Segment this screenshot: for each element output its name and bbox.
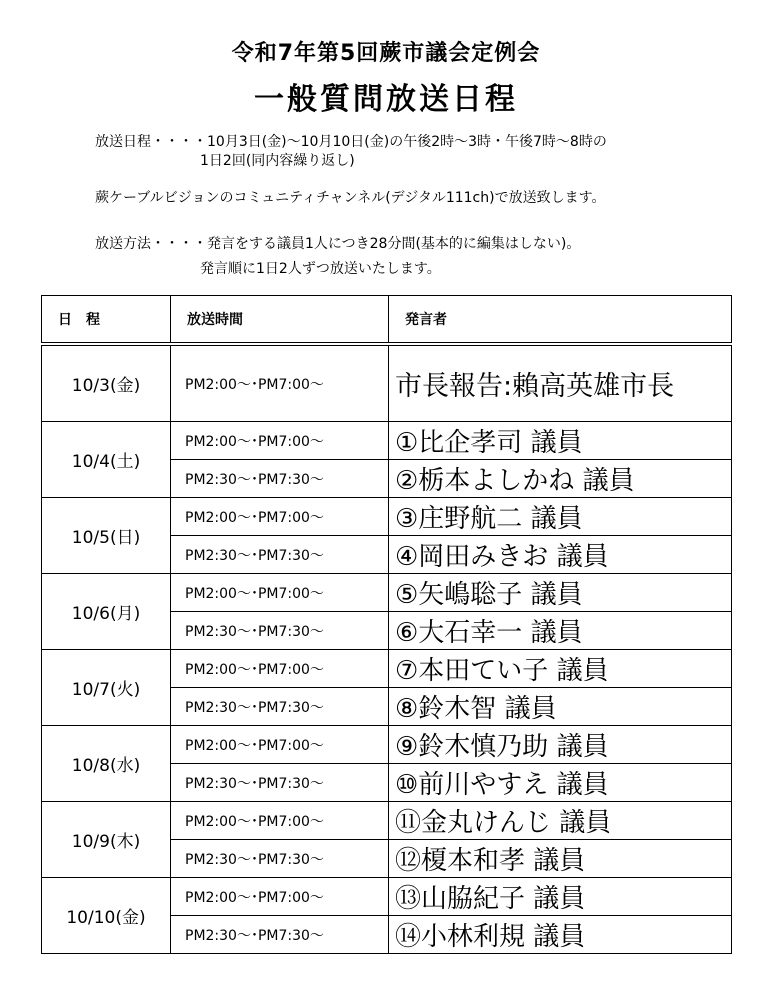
note-broadcast-frequency: 1日2回(同内容繰り返し) — [200, 153, 355, 169]
speaker-cell: ②栃本よしかね 議員 — [389, 460, 732, 498]
title-schedule: 一般質問放送日程 — [254, 82, 518, 117]
time-cell: PM2:30～･PM7:30～ — [171, 612, 389, 650]
speaker-cell: ⑧鈴木智 議員 — [389, 688, 732, 726]
time-cell: PM2:00～･PM7:00～ — [171, 802, 389, 840]
time-cell: PM2:30～･PM7:30～ — [171, 764, 389, 802]
time-cell: PM2:30～･PM7:30～ — [171, 916, 389, 954]
date-cell: 10/9(木) — [42, 802, 171, 878]
note-channel: 蕨ケーブルビジョンのコミュニティチャンネル(デジタル111ch)で放送致します。 — [95, 190, 606, 206]
note-broadcast-order: 発言順に1日2人ずつ放送いたします。 — [200, 261, 441, 277]
table-row — [42, 726, 732, 764]
table-row — [42, 498, 732, 536]
date-cell: 10/8(水) — [42, 726, 171, 802]
time-cell: PM2:30～･PM7:30～ — [171, 460, 389, 498]
note-broadcast-schedule: 放送日程・・・・10月3日(金)～10月10日(金)の午後2時～3時・午後7時～8時の — [95, 134, 607, 150]
table-row — [42, 878, 732, 916]
speaker-cell: ⑬山脇紀子 議員 — [389, 878, 732, 916]
title-session: 令和7年第5回蕨市議会定例会 — [231, 41, 541, 66]
speaker-cell: ⑦本田てい子 議員 — [389, 650, 732, 688]
header-time: 放送時間 — [171, 296, 389, 343]
header-date: 日 程 — [42, 296, 171, 343]
note-broadcast-method: 放送方法・・・・発言をする議員1人につき28分間(基本的に編集はしない)。 — [95, 236, 581, 252]
table-header-row — [42, 296, 732, 343]
table-row — [42, 346, 732, 422]
speaker-cell: ⑫榎本和孝 議員 — [389, 840, 732, 878]
time-cell: PM2:00～･PM7:00～ — [171, 650, 389, 688]
time-cell: PM2:00～･PM7:00～ — [171, 726, 389, 764]
speaker-cell: ④岡田みきお 議員 — [389, 536, 732, 574]
time-cell: PM2:30～･PM7:30～ — [171, 688, 389, 726]
speaker-cell: ⑩前川やすえ 議員 — [389, 764, 732, 802]
speaker-cell: ⑪金丸けんじ 議員 — [389, 802, 732, 840]
date-cell: 10/10(金) — [42, 878, 171, 954]
speaker-cell: ①比企孝司 議員 — [389, 422, 732, 460]
table-row — [42, 650, 732, 688]
speaker-cell: ③庄野航二 議員 — [389, 498, 732, 536]
speaker-cell: ⑤矢嶋聡子 議員 — [389, 574, 732, 612]
table-row — [42, 422, 732, 460]
date-cell: 10/4(土) — [42, 422, 171, 498]
date-cell: 10/5(日) — [42, 498, 171, 574]
time-cell: PM2:30～･PM7:30～ — [171, 840, 389, 878]
date-cell: 10/7(火) — [42, 650, 171, 726]
speaker-cell: ⑨鈴木慎乃助 議員 — [389, 726, 732, 764]
time-cell: PM2:00～･PM7:00～ — [171, 422, 389, 460]
time-cell: PM2:00～･PM7:00～ — [171, 878, 389, 916]
speaker-cell: 市長報告:賴高英雄市長 — [389, 346, 732, 422]
date-cell: 10/3(金) — [42, 346, 171, 422]
date-cell: 10/6(月) — [42, 574, 171, 650]
speaker-cell: ⑭小林利規 議員 — [389, 916, 732, 954]
time-cell: PM2:00～･PM7:00～ — [171, 346, 389, 422]
time-cell: PM2:00～･PM7:00～ — [171, 498, 389, 536]
table-row — [42, 802, 732, 840]
table-row — [42, 574, 732, 612]
time-cell: PM2:30～･PM7:30～ — [171, 536, 389, 574]
time-cell: PM2:00～･PM7:00～ — [171, 574, 389, 612]
header-speaker: 発言者 — [389, 296, 732, 343]
schedule-table — [41, 295, 732, 954]
speaker-cell: ⑥大石幸一 議員 — [389, 612, 732, 650]
